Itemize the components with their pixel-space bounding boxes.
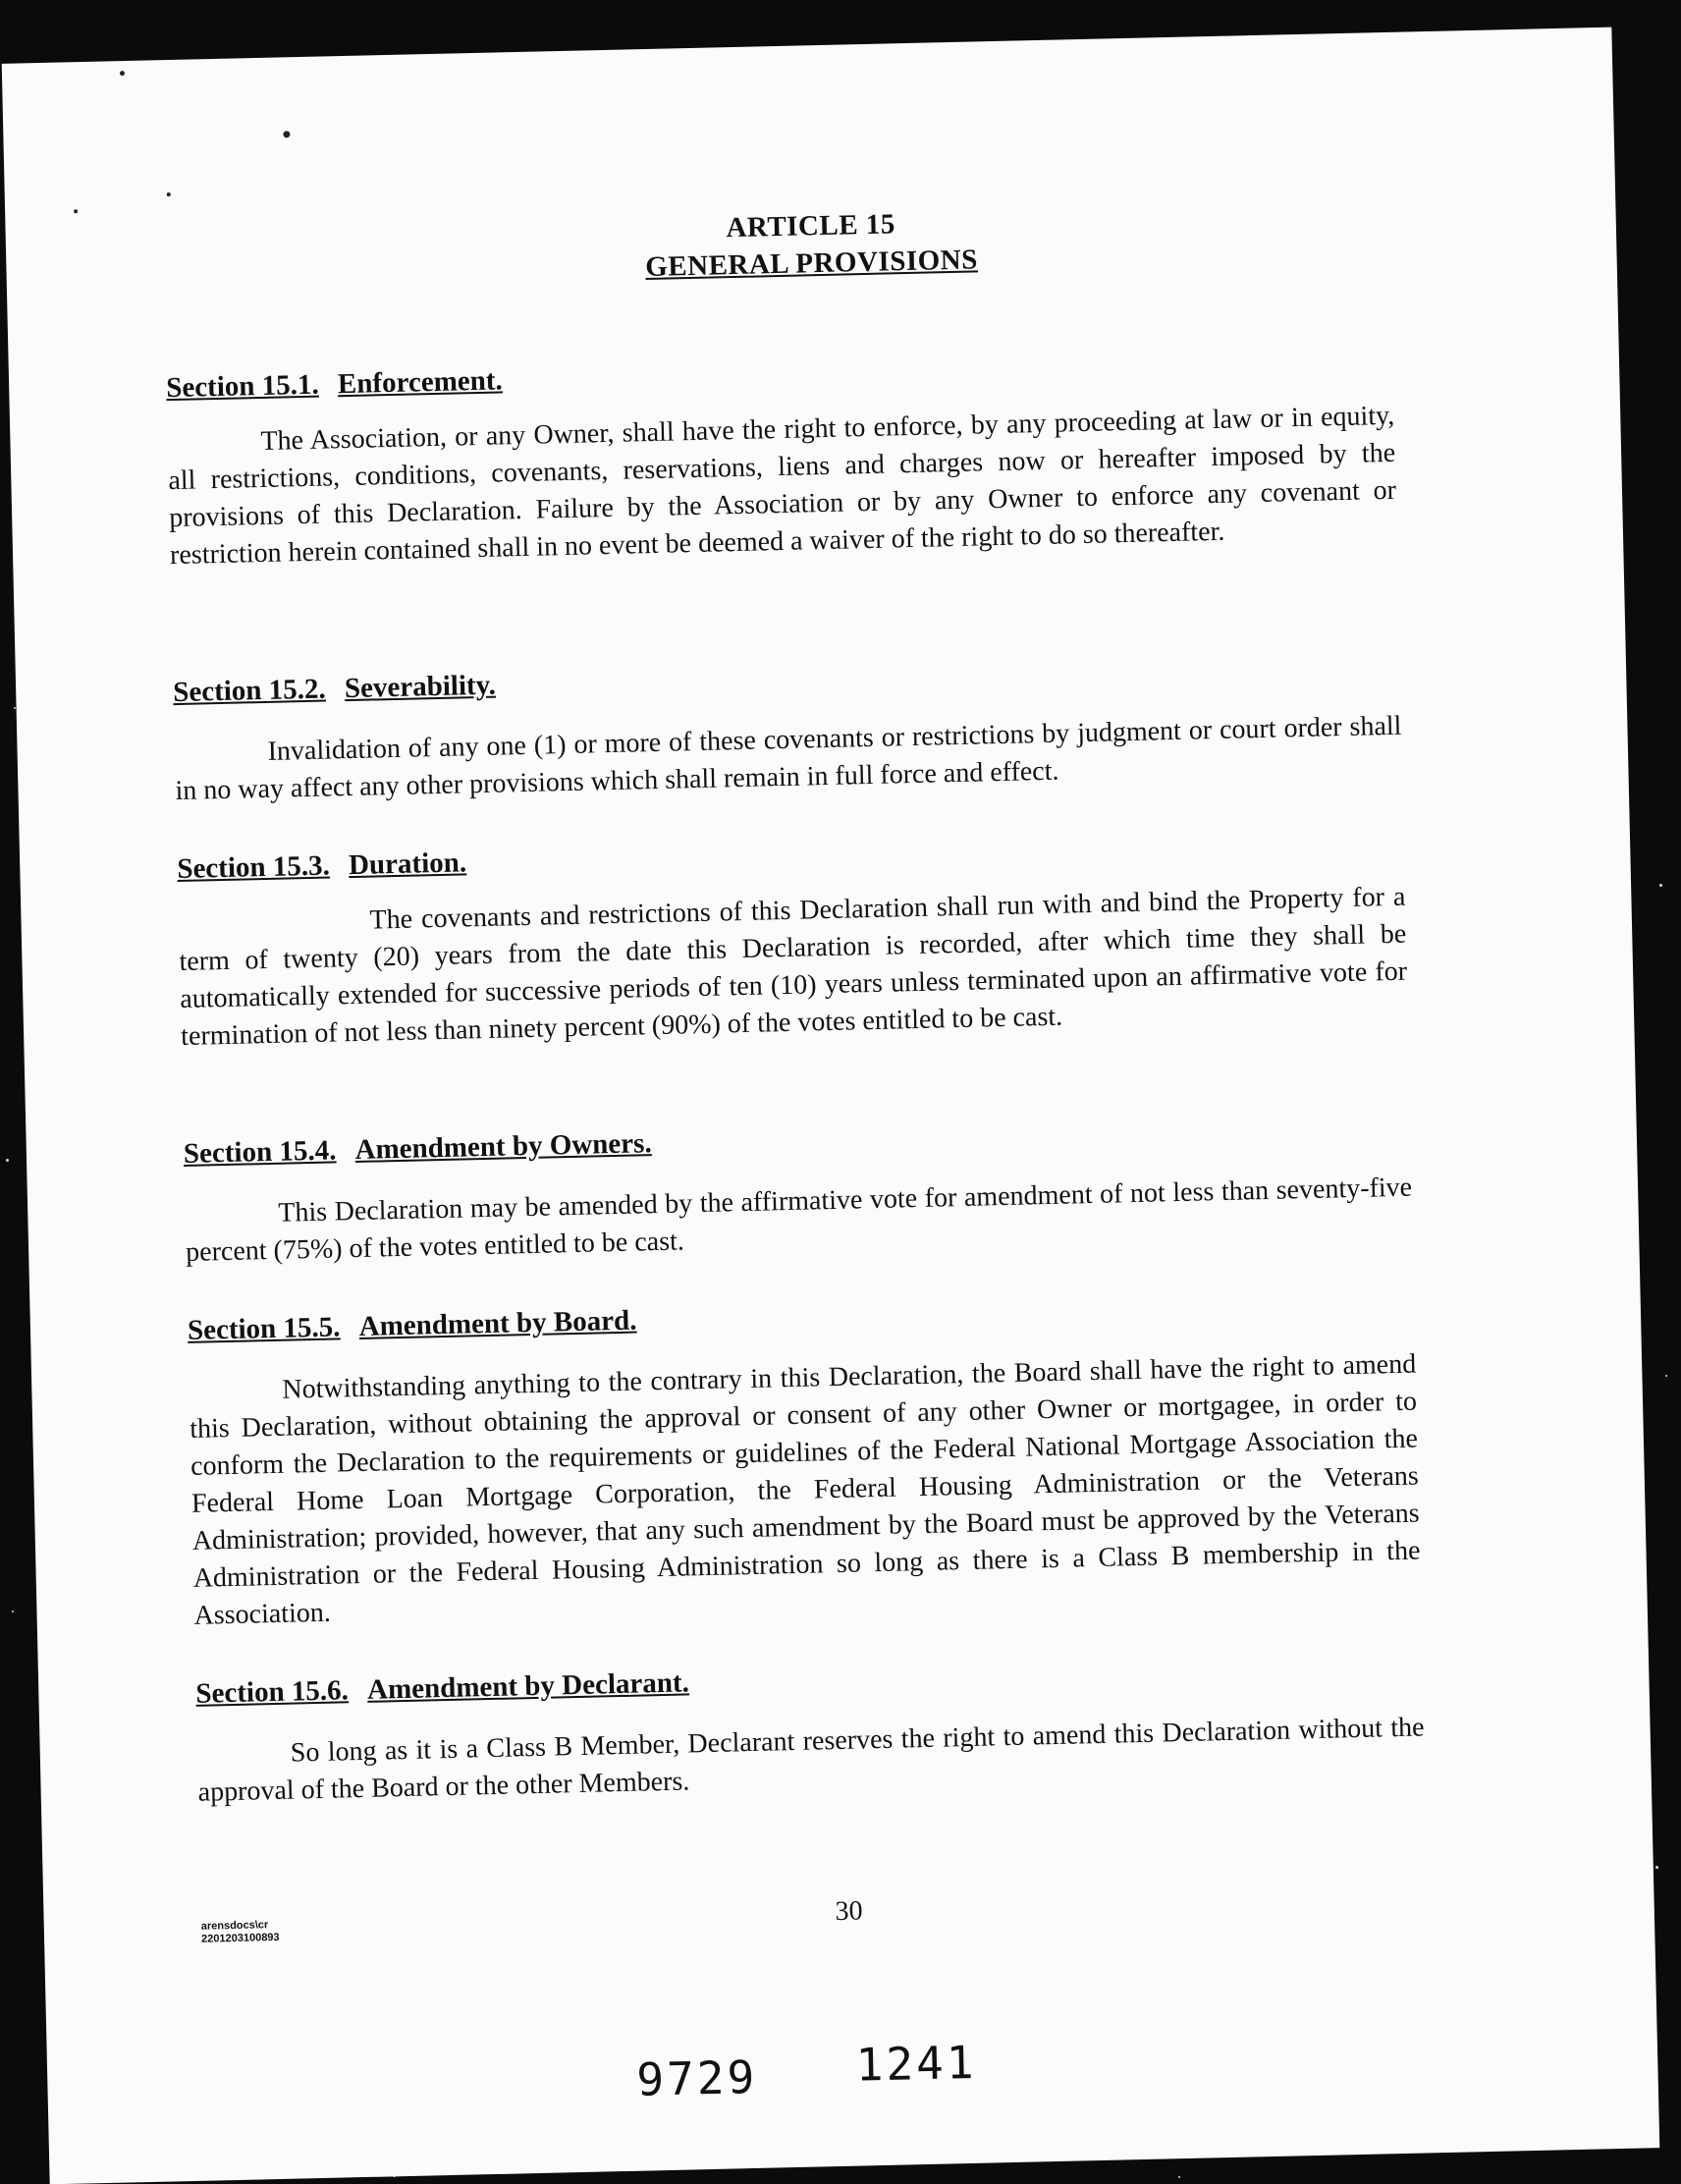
section-paragraph: This Declaration may be amended by the affirmative vote for amendment of not less than seventy-five percent (75%) of the votes entitled to be cast. bbox=[185, 1172, 1413, 1268]
section-number: Section 15.3. bbox=[176, 849, 331, 886]
section-title: Amendment by Declarant. bbox=[366, 1666, 690, 1706]
section-heading bbox=[177, 846, 466, 886]
document-code-line: 2201203100893 bbox=[200, 1931, 280, 1945]
section-paragraph: So long as it is a Class B Member, Declarant reserves the right to amend this Declaration without the approval of the Board or the other Members. bbox=[197, 1712, 1425, 1808]
article-title: GENERAL PROVISIONS bbox=[644, 244, 979, 284]
section-heading bbox=[184, 1127, 652, 1171]
section-number: Section 15.1. bbox=[165, 368, 320, 405]
section-body bbox=[189, 1346, 1422, 1635]
section-paragraph: The Association, or any Owner, shall have the right to enforce, by any proceeding at law or in equity, all restrictions, conditions, covenants, reservations, liens and charges now or hereafter imposed by the provisions of this Declaration. Failure by the Association or by any Owner to enforce any covenant or restriction herein contained shall in no event be deemed a waiver of the right to do so thereafter. bbox=[168, 400, 1397, 572]
section-title: Amendment by Owners. bbox=[354, 1127, 652, 1166]
section-title: Amendment by Board. bbox=[358, 1304, 637, 1342]
section-body bbox=[178, 879, 1408, 1056]
section-number: Section 15.6. bbox=[195, 1674, 350, 1710]
document-page bbox=[2, 27, 1660, 2184]
section-body bbox=[196, 1709, 1425, 1811]
document-code-line: arensdocs\cr bbox=[200, 1919, 269, 1933]
section-number: Section 15.5. bbox=[187, 1311, 341, 1346]
section-heading bbox=[173, 670, 496, 709]
scan-speck bbox=[1659, 884, 1662, 887]
section-heading bbox=[188, 1305, 637, 1347]
section-title: Enforcement. bbox=[337, 364, 504, 401]
section-heading bbox=[166, 364, 503, 405]
scan-mark bbox=[120, 71, 125, 76]
scan-speck bbox=[1665, 1375, 1667, 1377]
book-number: 9729 bbox=[635, 2049, 758, 2106]
scan-speck bbox=[12, 1611, 14, 1612]
section-number: Section 15.2. bbox=[172, 673, 327, 709]
page-number: 30 bbox=[835, 1895, 863, 1928]
section-body bbox=[174, 708, 1402, 810]
scan-mark bbox=[167, 192, 171, 196]
section-heading bbox=[195, 1666, 689, 1710]
recording-stamp bbox=[635, 2035, 978, 2106]
section-body bbox=[167, 398, 1397, 574]
section-title: Duration. bbox=[348, 846, 467, 882]
scan-speck bbox=[6, 1159, 9, 1162]
section-paragraph: Notwithstanding anything to the contrary in this Declaration, the Board shall have the right to amend this Declaration, without obtaining the approval or consent of any other Owner or mortgagee, in order to conform the Declaration to the requirements or guidelines of the Federal National Mortgage Association the Federal Home Loan Mortgage Corporation, the Federal Housing Administration or the Veterans Administration; provided, however, that any such amendment by the Board must be approved by the Veterans Administration or the Federal Housing Administration so long as there is a Class B membership in the Association. bbox=[189, 1348, 1421, 1631]
scan-speck bbox=[1178, 2176, 1180, 2178]
scan-mark bbox=[283, 131, 290, 137]
section-title: Severability. bbox=[344, 669, 497, 705]
section-number: Section 15.4. bbox=[183, 1134, 337, 1170]
page-reference: 1241 bbox=[855, 2035, 978, 2092]
section-body bbox=[185, 1170, 1413, 1272]
section-paragraph: The covenants and restrictions of this Declaration shall run with and bind the Property for a term of twenty (20) years from the date this Declaration is recorded, after which time they shall be automatically extended for successive periods of ten (10) years unless terminated upon an affirmative vote for termination of not less than ninety percent (90%) of the votes entitled to be cast. bbox=[179, 881, 1408, 1052]
scan-speck bbox=[1655, 1866, 1658, 1869]
article-number: ARTICLE 15 bbox=[726, 208, 896, 245]
scan-mark bbox=[74, 209, 78, 213]
section-paragraph: Invalidation of any one (1) or more of these covenants or restrictions by judgment or court order shall in no way affect any other provisions which shall remain in full force and effect. bbox=[175, 710, 1402, 807]
